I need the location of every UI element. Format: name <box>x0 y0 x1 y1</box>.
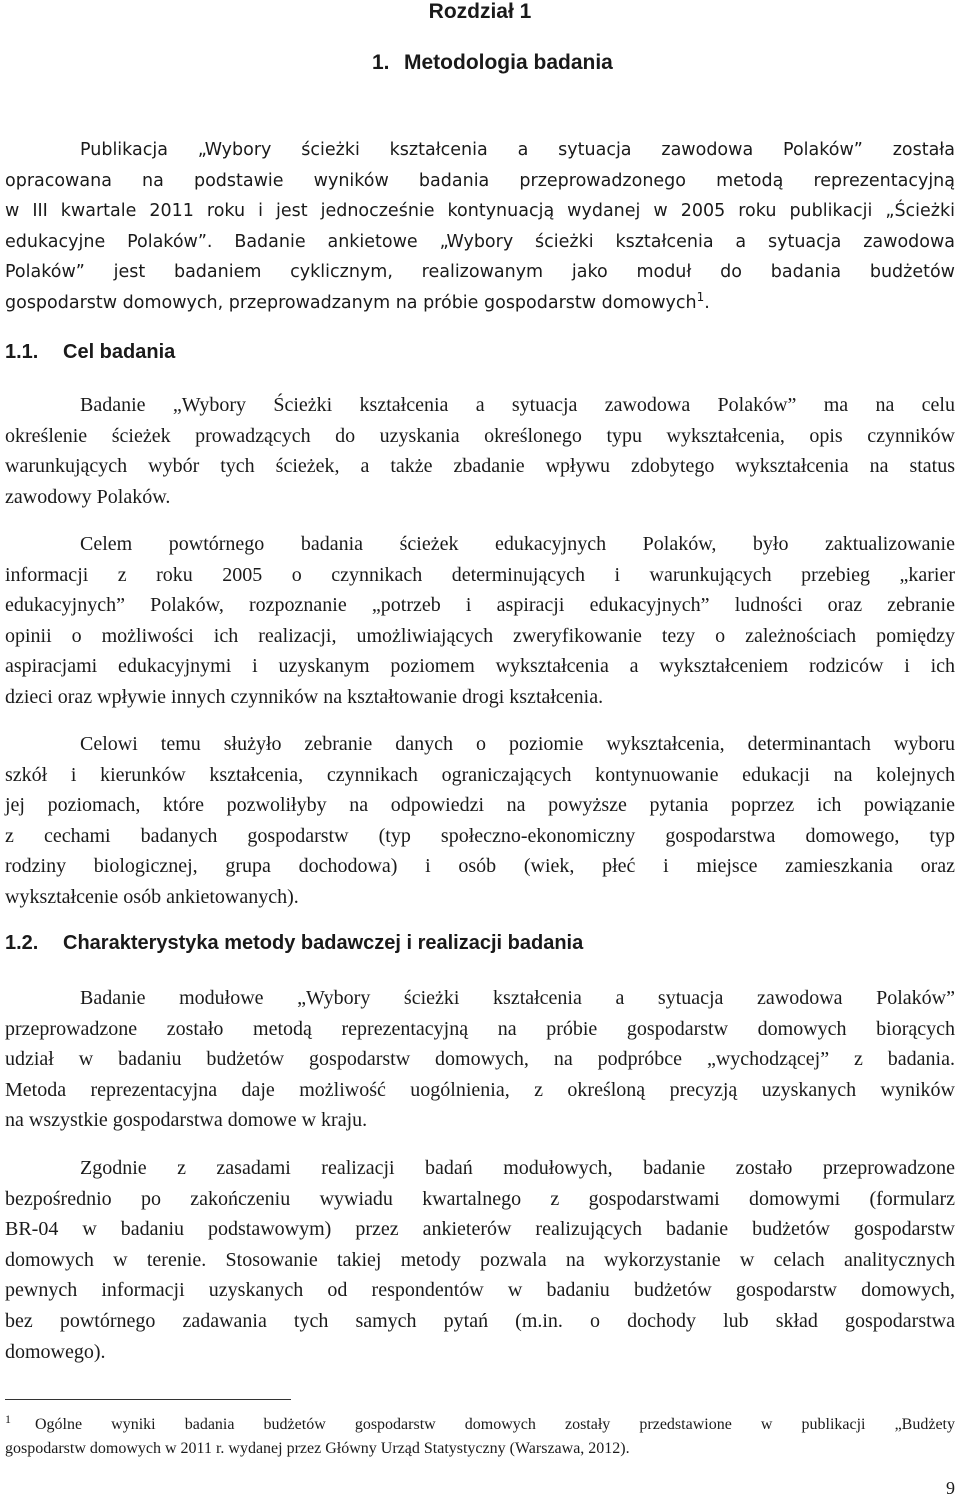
paragraph <box>5 1153 955 1367</box>
footnote-reference: 1 <box>696 290 705 305</box>
text-line: Publikacja „Wybory ścieżki kształcenia a sytuacja zawodowa Polaków” została <box>80 140 955 160</box>
page-number: 9 <box>946 1478 955 1498</box>
text-line: edukacyjne Polaków”. Badanie ankietowe „Wybory ścieżki kształcenia a sytuacja zawodowa <box>5 231 955 252</box>
text-line: domowego). <box>5 1340 106 1363</box>
text-line: opinii o możliwości ich realizacji, umożliwiających zweryfikowanie tezy o zależnościach pomiędzy <box>5 624 955 647</box>
text-line: zawodowy Polaków. <box>5 485 171 508</box>
text-line: BR-04 w badaniu podstawowym) przez ankieterów realizujących badanie budżetów gospodarstw <box>5 1218 955 1241</box>
paragraph <box>5 390 955 512</box>
footnote-line: gospodarstw domowych w 2011 r. wydanej przez Główny Urząd Statystyczny (Warszawa, 2012). <box>5 1440 630 1457</box>
footnote-text: Ogólne wyniki badania budżetów gospodarstw domowych zostały przedstawione w publikacji „Budżety <box>35 1416 955 1433</box>
text-line: wykształcenie osób ankietowanych). <box>5 885 299 908</box>
chapter-label: Rozdział 1 <box>428 0 532 23</box>
section-title <box>372 50 613 76</box>
text-line: Metoda reprezentacyjna daje możliwość uogólnienia, z określoną precyzją uzyskanych wyników <box>5 1078 955 1101</box>
text-line: Badanie modułowe „Wybory ścieżki kształcenia a sytuacja zawodowa Polaków” <box>80 987 955 1009</box>
text-line: bez powtórnego zadawania tych samych pytań (m.in. o dochody lub skład gospodarstwa <box>5 1309 955 1332</box>
paragraph <box>5 729 955 913</box>
text-line: bezpośrednio po zakończeniu wywiadu kwartalnego z gospodarstwami domowymi (formularz <box>5 1187 955 1210</box>
text-line <box>5 288 955 319</box>
text-line: opracowana na podstawie wyników badania przeprowadzonego metodą reprezentacyjną <box>5 170 955 191</box>
text-line: warunkujących wybór tych ścieżek, a także zbadanie wpływu zdobytego wykształcenia na status <box>5 455 955 478</box>
text-line: pewnych informacji uzyskanych od respondentów w badaniu budżetów gospodarstw domowych, <box>5 1279 955 1302</box>
footnote-line: 1 Ogólne wyniki badania budżetów gospodarstw domowych zostały przedstawione w publikacji „Budżety <box>5 1411 955 1433</box>
text-line: z cechami badanych gospodarstw (typ społeczno-ekonomiczny gospodarstwa domowego, typ <box>5 824 955 847</box>
text-line: określenie ścieżek prowadzących do uzyskania określonego typu wykształcenia, opis czynników <box>5 424 955 447</box>
paragraph <box>5 529 955 713</box>
text-line-content: gospodarstw domowych, przeprowadzanym na próbie gospodarstw domowych <box>5 292 697 313</box>
text-line: rodziny biologicznej, grupa dochodowa) i osób (wiek, płeć i miejsce zamieszkania oraz <box>5 855 955 878</box>
sentence-end: . <box>704 292 710 313</box>
text-line: aspiracjami edukacyjnymi i uzyskanym poziomem wykształcenia a wykształceniem rodziców i ich <box>5 655 955 678</box>
text-line: szkół i kierunków kształcenia, czynnikach ograniczających kontynuowanie edukacji na kolejnych <box>5 763 955 786</box>
text-line: Zgodnie z zasadami realizacji badań modułowych, badanie zostało przeprowadzone <box>80 1157 955 1179</box>
footnote <box>5 1413 955 1461</box>
text-line: Badanie „Wybory Ścieżki kształcenia a sytuacja zawodowa Polaków” ma na celu <box>80 394 955 416</box>
text-line: przeprowadzone zostało metodą reprezentacyjną na próbie gospodarstw domowych biorących <box>5 1017 955 1040</box>
subsection-number: 1.2. <box>5 932 39 954</box>
text-line: jej poziomach, które pozwoliłyby na odpowiedzi na powyższe pytania poprzez ich powiązanie <box>5 794 955 817</box>
subsection-title: Charakterystyka metody badawczej i realizacji badania <box>63 932 584 954</box>
subsection-heading <box>5 930 583 956</box>
text-line: w III kwartale 2011 roku i jest jednocześnie kontynuacją wydanej w 2005 roku publikacji „Ścieżki <box>5 201 955 222</box>
subsection-heading <box>5 339 175 365</box>
section-title-text: Metodologia badania <box>404 51 613 74</box>
subsection-number: 1.1. <box>5 341 39 363</box>
text-line: dzieci oraz wpływie innych czynników na kształtowanie drogi kształcenia. <box>5 685 604 708</box>
text-line: udział w badaniu budżetów gospodarstw domowych, na podpróbce „wychodzącej” z badania. <box>5 1048 955 1071</box>
text-line: Celowi temu służyło zebranie danych o poziomie wykształcenia, determinantach wyboru <box>80 733 955 755</box>
subsection-title: Cel badania <box>63 341 176 363</box>
text-line: informacji z roku 2005 o czynnikach determinujących i warunkujących przebieg „karier <box>5 563 955 586</box>
text-line: na wszystkie gospodarstwa domowe w kraju. <box>5 1109 368 1132</box>
text-line: domowych w terenie. Stosowanie takiej metody pozwala na wykorzystanie w celach analitycznych <box>5 1248 955 1271</box>
paragraph <box>5 983 955 1136</box>
text-line: edukacyjnych” Polaków, rozpoznanie „potrzeb i aspiracji edukacyjnych” ludności oraz zebranie <box>5 594 955 617</box>
intro-paragraph <box>5 135 955 319</box>
footnote-divider <box>5 1399 291 1400</box>
section-number: 1. <box>372 51 390 74</box>
text-line: Polaków” jest badaniem cyklicznym, realizowanym jako moduł do badania budżetów <box>5 262 955 283</box>
text-line: Celem powtórnego badania ścieżek edukacyjnych Polaków, było zaktualizowanie <box>80 533 955 555</box>
